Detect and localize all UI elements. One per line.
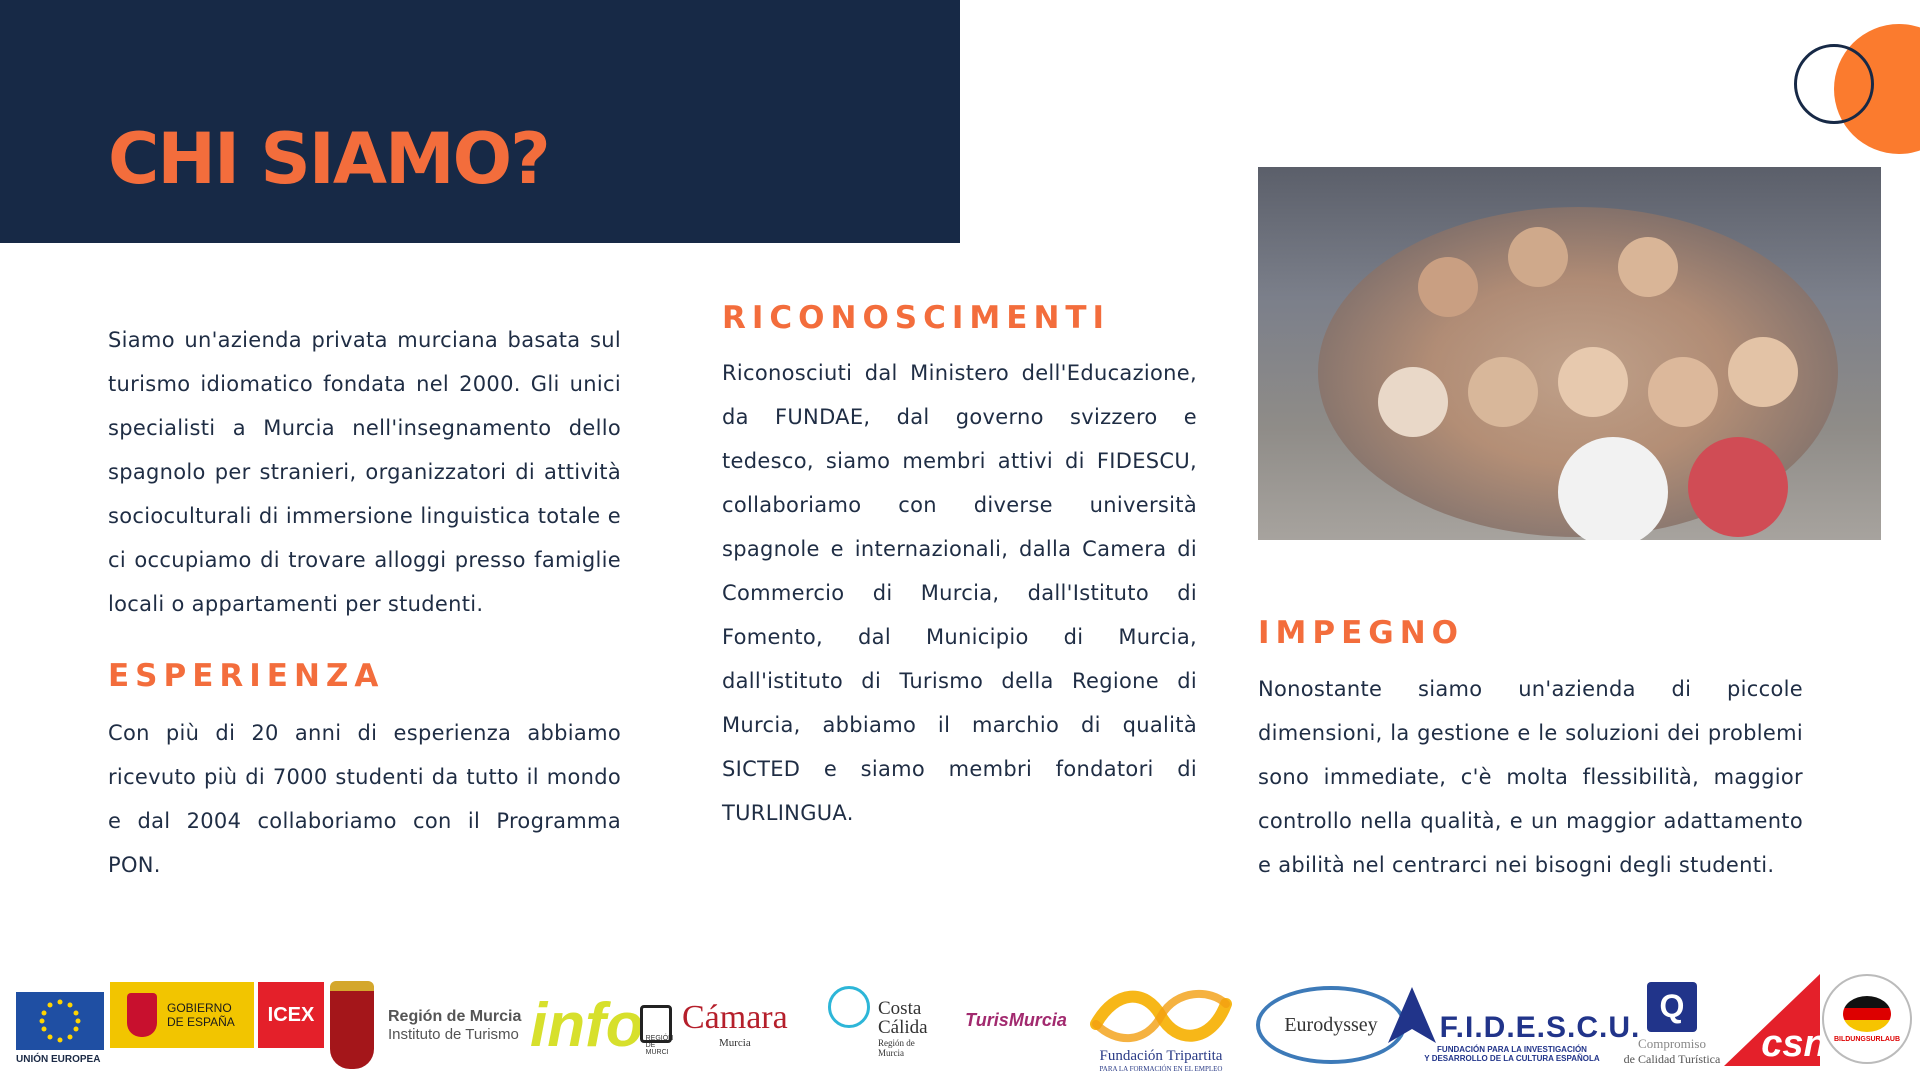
logo-union-europea xyxy=(16,982,108,1074)
logo-murcia-line2: Instituto de Turismo xyxy=(388,1025,519,1043)
decorative-ring xyxy=(1794,44,1874,124)
logo-fidescu xyxy=(1418,976,1641,1072)
logo-info-sub: REGIÓN DE MURCI xyxy=(645,1034,674,1056)
logo-gobierno-text: GOBIERNO DE ESPAÑA xyxy=(167,1001,235,1029)
logo-icex-text: ICEX xyxy=(267,1003,315,1026)
spanish-shield-icon xyxy=(127,993,157,1037)
logo-bildungsurlaub xyxy=(1822,974,1912,1064)
logo-csn xyxy=(1720,972,1828,1072)
logo-ue-text: UNIÓN EUROPEA xyxy=(16,1053,101,1065)
esperienza-heading: ESPERIENZA xyxy=(108,658,385,694)
esperienza-paragraph: Con più di 20 anni di esperienza abbiamo ricevuto più di 7000 studenti da tutto il mondo e dal 2004 collaboriamo con il Programma PON. xyxy=(108,721,621,877)
logo-bildung-text: BILDUNGSURLAUB xyxy=(1833,1035,1901,1043)
logo-camara-sub: Murcia xyxy=(718,1037,751,1049)
eu-flag-icon xyxy=(16,992,104,1050)
murcia-crest-icon xyxy=(330,981,374,1069)
logo-info xyxy=(530,976,674,1074)
fidescu-plane-icon xyxy=(1384,985,1440,1045)
logo-calidad-line1: Compromiso xyxy=(1638,1035,1706,1051)
tripartita-infinity-icon xyxy=(1086,984,1236,1048)
logo-fidescu-sub2: Y DESARROLLO DE LA CULTURA ESPAÑOLA xyxy=(1424,1054,1600,1063)
logo-camara-text: Cámara xyxy=(682,999,788,1036)
logo-tripartita-text: Fundación Tripartita xyxy=(1099,1047,1223,1064)
riconoscimenti-paragraph: Riconosciuti dal Ministero dell'Educazione, da FUNDAE, dal governo svizzero e tedesco, siamo membri attivi di FIDESCU, collaboriamo con diverse università spagnole e internazionali, dalla Camera di Commercio di Murcia, dall'Istituto di Fomento, dal Municipio di Murcia, dall'istituto di Turismo della Regione di Murcia, abbiamo il marchio di qualità SICTED e siamo membri fondatori di TURLINGUA. xyxy=(722,361,1197,825)
costa-calida-wave-icon xyxy=(828,986,870,1028)
logo-costa-sub: Región de Murcia xyxy=(878,1038,915,1058)
logo-turismurcia xyxy=(956,990,1076,1050)
logo-eurodyssey-text: Eurodyssey xyxy=(1284,1013,1378,1036)
logo-csn-text: csn xyxy=(1761,1022,1827,1065)
logo-costa-calida xyxy=(828,986,958,1076)
logo-murcia-line1: Región de Murcia xyxy=(388,1007,522,1025)
camara-shield-icon xyxy=(640,1005,672,1043)
students-group-photo xyxy=(1258,167,1881,540)
page-title: CHI SIAMO? xyxy=(108,118,549,200)
logo-costa-line1: Costa xyxy=(878,998,922,1019)
logo-fidescu-text: F.I.D.E.S.C.U. xyxy=(1439,1011,1641,1044)
logo-gobierno-espana xyxy=(110,982,254,1048)
impegno-heading: IMPEGNO xyxy=(1258,615,1465,651)
logo-region-murcia xyxy=(330,976,540,1074)
riconoscimenti-heading: RICONOSCIMENTI xyxy=(722,300,1111,336)
logo-info-text: info xyxy=(530,990,644,1060)
logo-fundacion-tripartita xyxy=(1082,978,1240,1078)
intro-paragraph: Siamo un'azienda privata murciana basata sul turismo idiomatico fondata nel 2000. Gli unici specialisti a Murcia nell'insegnamento dello spagnolo per stranieri, organizzatori di attività socioculturali di immersione linguistica totale e ci occupiamo di trovare alloggi presso famiglie locali o appartamenti per studenti. xyxy=(108,328,621,616)
logo-fidescu-sub1: FUNDACIÓN PARA LA INVESTIGACIÓN xyxy=(1437,1045,1587,1054)
logo-costa-line2: Cálida xyxy=(878,1017,928,1038)
sponsor-logos-strip xyxy=(14,970,1920,1080)
logo-camara xyxy=(640,984,840,1064)
german-flag-icon xyxy=(1843,996,1891,1032)
logo-calidad-line2: de Calidad Turística xyxy=(1623,1051,1721,1066)
logo-calidad-turistica xyxy=(1608,976,1736,1072)
calidad-q-icon: Q xyxy=(1647,982,1697,1032)
impegno-paragraph: Nonostante siamo un'azienda di piccole dimensioni, la gestione e le soluzioni dei problemi sono immediate, c'è molta flessibilità, maggior controllo nella qualità, e un maggior adattamento e abilità nel centrarci nei bisogni degli studenti. xyxy=(1258,677,1803,877)
logo-icex xyxy=(258,982,324,1048)
logo-tripartita-sub: PARA LA FORMACIÓN EN EL EMPLEO xyxy=(1099,1064,1223,1073)
logo-turis-text: TurisMurcia xyxy=(965,1009,1067,1030)
